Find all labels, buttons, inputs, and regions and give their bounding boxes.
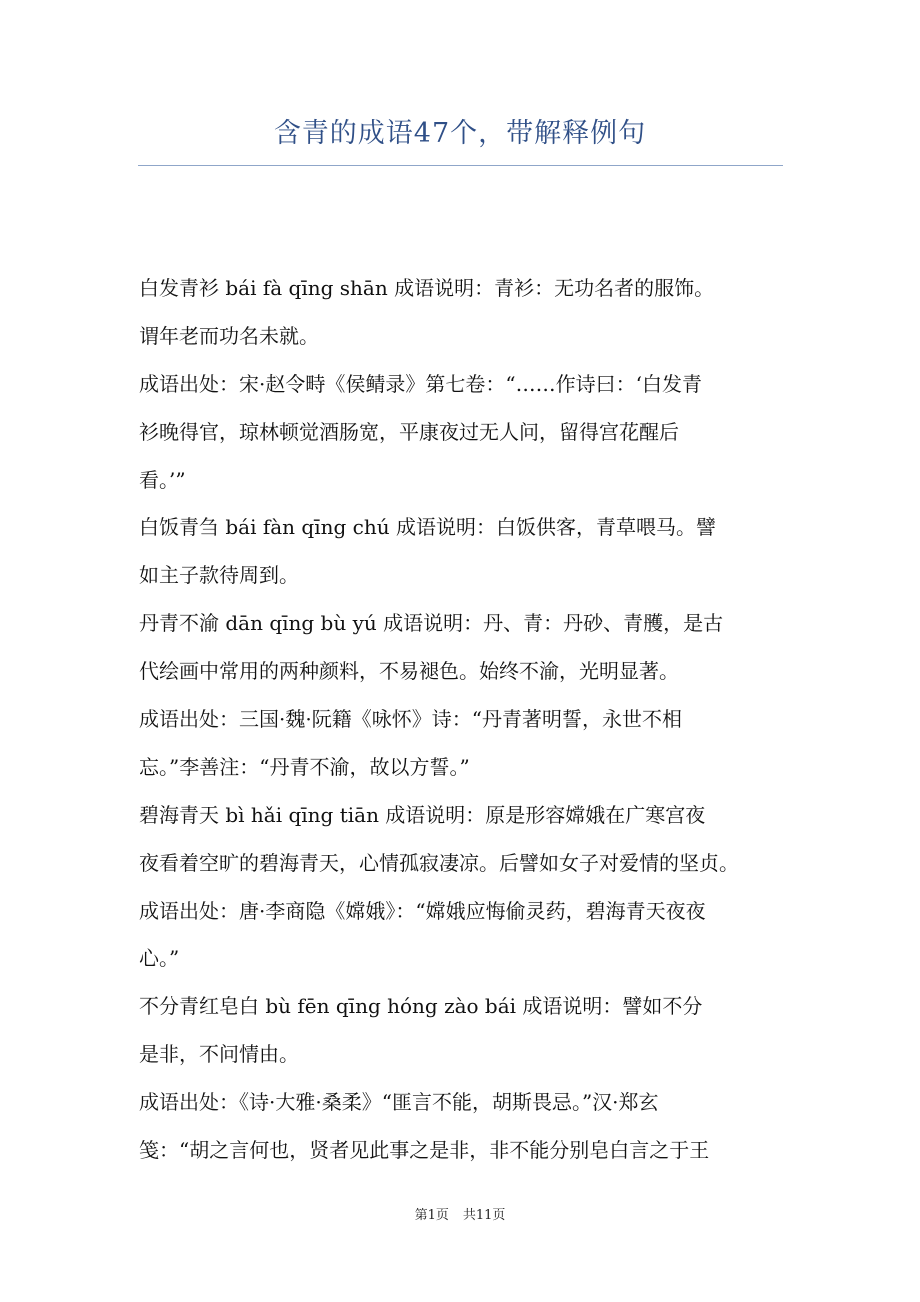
text-line: 成语出处：唐·李商隐《嫦娥》：“嫦娥应悔偷灵药，碧海青天夜夜 bbox=[139, 898, 706, 923]
text-line: 夜看着空旷的碧海青天，心情孤寂凄凉。后譬如女子对爱情的坚贞。 bbox=[139, 850, 739, 875]
text-line: 成语出处：《诗·大雅·桑柔》“匪言不能，胡斯畏忌。”汉·郑玄 bbox=[139, 1090, 659, 1115]
text-line: 白发青衫 bái fà qīng shān 成语说明：青衫：无功名者的服饰。 bbox=[139, 276, 715, 300]
text-line: 看。’” bbox=[139, 467, 186, 492]
text-line: 不分青红皂白 bù fēn qīng hóng zào bái 成语说明：譬如不分 bbox=[139, 994, 703, 1019]
page-number: 第1页 bbox=[414, 1208, 449, 1223]
document-title: 含青的成语47个，带解释例句 bbox=[273, 118, 647, 149]
text-line: 心。” bbox=[139, 946, 180, 971]
title-underline bbox=[138, 165, 783, 166]
text-line: 笺：“胡之言何也，贤者见此事之是非，非不能分别皂白言之于王 bbox=[139, 1138, 710, 1163]
text-line: 衫晚得官，琼林顿觉酒肠宽，平康夜过无人问，留得宫花醒后 bbox=[139, 419, 679, 444]
text-line: 是非，不问情由。 bbox=[139, 1042, 299, 1067]
text-line: 白饭青刍 bái fàn qīng chú 成语说明：白饭供客，青草喂马。譬 bbox=[139, 515, 716, 540]
text-line: 谓年老而功名未就。 bbox=[139, 323, 319, 348]
text-line: 忘。”李善注：“丹青不渝，故以方誓。” bbox=[139, 754, 470, 779]
text-line: 如主子款待周到。 bbox=[139, 563, 299, 588]
document-body bbox=[139, 265, 799, 1175]
page-total: 共11页 bbox=[462, 1208, 506, 1223]
text-line: 碧海青天 bì hǎi qīng tiān 成语说明：原是形容嫦娥在广寒宫夜 bbox=[139, 802, 706, 827]
text-line: 代绘画中常用的两种颜料，不易褪色。始终不渝，光明显著。 bbox=[139, 659, 679, 684]
text-line: 成语出处：宋·赵令畤《侯鲭录》第七卷：“……作诗曰：‘白发青 bbox=[139, 371, 702, 396]
text-line: 成语出处：三国·魏·阮籍《咏怀》诗：“丹青著明誓，永世不相 bbox=[139, 707, 682, 732]
page-footer bbox=[0, 1206, 920, 1226]
text-line: 丹青不渝 dān qīng bù yú 成语说明：丹、青：丹砂、青雘，是古 bbox=[139, 611, 724, 636]
